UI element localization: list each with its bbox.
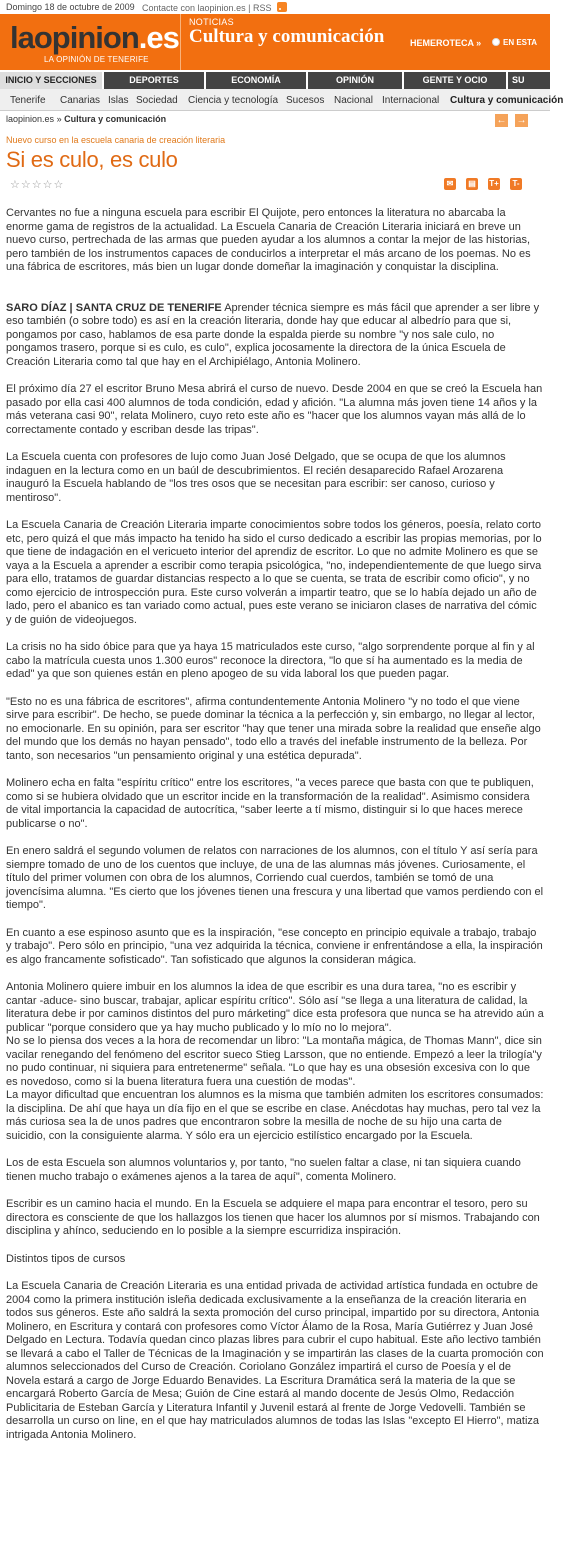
main-navigation <box>0 72 550 89</box>
subnav-sucesos[interactable]: Sucesos <box>286 95 325 106</box>
article-subheading: Distintos tipos de cursos <box>6 1252 126 1265</box>
article-kicker: Nuevo curso en la escuela canaria de creación literaria <box>6 135 226 145</box>
article-byline: SARO DÍAZ | SANTA CRUZ DE TENERIFE <box>6 301 222 314</box>
site-header <box>0 14 550 70</box>
email-icon[interactable]: ✉ <box>444 178 456 190</box>
article-paragraph: La Escuela cuenta con profesores de lujo como Juan José Delgado, que se ocupa de que los alumnos indaguen en la lectura como en un baúl de descubrimientos. El recién desaparecido Rafael Arozarena inauguró la Escuela hablando de "los tres osos que se necesitan para escribir: ser canoso, curioso y mentiroso". <box>6 451 506 504</box>
site-logo[interactable] <box>10 20 179 64</box>
section-title: Cultura y comunicación <box>189 26 385 47</box>
subnav-canarias[interactable]: Canarias <box>60 95 101 106</box>
next-arrow-icon[interactable]: → <box>516 115 527 126</box>
article-lead: Cervantes no fue a ninguna escuela para escribir El Quijote, pero entonces la literatura no abarcaba la enorme gama de registros de la actualidad. La Escuela Canaria de Creación Literaria iniciará en breve un nuevo curso, pertrechada de las armas que pueden ayudar a los alumnos a contar la mejor de las historias, pero también de los instrumentos capaces de conducirlos a interpretar el más arcano de los poemas. No es una fábrica de escritores, más bien un lugar donde domeñar la imaginación y conquistar la disciplina. <box>6 207 531 273</box>
article-paragraph <box>6 302 544 370</box>
nav-inicio[interactable]: INICIO Y SECCIONES <box>0 72 104 89</box>
article-paragraph: Los de esta Escuela son alumnos voluntarios y, por tanto, "no suelen faltar a clase, ni tan siquiera cuando tienen mucho trabajo o exámenes ajenos a la tarea de aquí", comenta Molinero. <box>6 1157 521 1183</box>
article-first-paragraph: Aprender técnica siempre es más fácil que aprender a ser libre y eso también (o sobre todo) es así en la creación literaria, donde hay que educar al albedrío para que si, pongamos por caso, hablamos de esa parte donde la espalda pierde su nombre "y nos sale culo, no pongamos trasero, porque si es culo, es culo", explica jocosamente la directora de la única Escuela de Creación Literaria como tal que hay en el Archipiélago, Antonia Molinero. <box>6 301 540 368</box>
nav-economia[interactable]: ECONOMÍA <box>206 72 308 89</box>
rating-stars[interactable]: ☆☆☆☆☆ <box>10 179 65 191</box>
article-paragraph: Antonia Molinero quiere imbuir en los alumnos la idea de que escribir es una dura tarea, "no es escribir y cantar -aduce- sino buscar, trabajar, aplicar espíritu crítico". Sólo así "se llega a una literatura de calidad, la literatura debe ir por caminos distintos del puro márketing" dice esta profesora que nunca se ha atrevido aún a publicar "porque considero que ya hay mucho publicado y lo mío no lo mejora". <box>6 981 544 1034</box>
article-paragraph: La Escuela Canaria de Creación Literaria imparte conocimientos sobre todos los géneros, poesía, relato corto etc, pero quizá el que más impacto ha tenido ha sido el curso dedicado a escribir las propias memorias, por lo que tiene de indagación en el vericueto interior del aprendiz de escritor. Lo que no admite Molinero es que se vaya a la Escuela a aprender a escribir como terapia psicológica, "no, independientemente de que luego sirva para ello, tratamos de guardar distancias respecto a lo que se cuenta, se trata de escribir como oficio", y no como ejercicio de introspección pura. Este curso volverán a impartir teatro, que se lo había dejado un año de lado, pero el abanico es tan variado como actual, pues este verano se iniciaron clases de narrativa del cómic y de guión de videojuegos. <box>6 519 542 626</box>
logo-name: laopinion <box>10 20 139 55</box>
contact-link[interactable]: Contacte con laopinion.es <box>142 3 246 13</box>
nav-gente-ocio[interactable]: GENTE Y OCIO <box>404 72 508 89</box>
subnav-tenerife[interactable]: Tenerife <box>10 95 46 106</box>
print-icon[interactable]: ▤ <box>466 178 478 190</box>
breadcrumb-home[interactable]: laopinion.es <box>6 114 55 124</box>
nav-deportes[interactable]: DEPORTES <box>104 72 206 89</box>
article-paragraph: Escribir es un camino hacia el mundo. En la Escuela se adquiere el mapa para encontrar el tesoro, pero su directora es consciente de que los hallazgos los tienen que hacer los alumnos por sí mismos. Trabajando con disciplina y ahínco, seduciendo en lo posible a la siempre escurridiza inspiración. <box>6 1198 540 1237</box>
font-decrease-icon[interactable]: T- <box>510 178 522 190</box>
subnav-nacional[interactable]: Nacional <box>334 95 373 106</box>
subnav-ciencia[interactable]: Ciencia y tecnología <box>188 95 279 106</box>
breadcrumb-separator: » <box>56 114 62 124</box>
article-paragraph: La Escuela Canaria de Creación Literaria es una entidad privada de actividad artística fundada en octubre de 2004 como la primera institución isleña dedicada exclusivamente a la enseñanza de la creación literaria en todos sus géneros. Este año saldrá la sexta promoción del curso principal, impartido por su directora, Antonia Molinero, en Escritura y contará con profesores como Víctor Álamo de la Rosa, María Gutiérrez y Juan José Delgado en Lectura. Todavía quedan cinco plazas libres para cubrir el cupo habitual. Este año lectivo también se llevará a cabo el Taller de Técnicas de la Imaginación y se impartirán las clases de la cuarta promoción con alumnos seleccionados del Curso de Creación. Coriolano González impartirá el curso de Poesía y el de Novela estará a cargo de Jorge Eduardo Benavides. La Escritura Dramática será la materia de la que se encargará Roberto García de Mesa; Guión de Cine estará al mando docente de Jesús Olmo, Redacción Publicitaria de Esteban García y Literatura Infantil y Juvenil estará al frente de Jorge Vedovelli. También se desarrolla un curso on line, en el que hay matriculados alumnos de todas las Islas "excepto El Hierro", matiza intrigada Antonia Molinero. <box>6 1280 544 1441</box>
rss-link[interactable]: RSS <box>252 3 272 13</box>
article-paragraph: En cuanto a ese espinoso asunto que es la inspiración, "ese concepto en principio equivale a trabajo, trabajo y trabajo". Pero sólo en principio, "una vez adquirida la técnica, conviene ir enfrentándose a ella, la inspiración es algo francamente sofisticado". Tan sofisticado que algunos la consideran mágica. <box>6 926 543 966</box>
article-paragraph: El próximo día 27 el escritor Bruno Mesa abrirá el curso de nuevo. Desde 2004 en que se creó la Escuela han pasado por ella casi 400 alumnos de toda condición, edad y afición. "La alumna más joven tiene 14 años y la más veterana casi 90", relata Molinero, cuyo reto este año es "hacer que los alumnos vayan más allá de lo correctamente contado y escriban desde las tripas". <box>6 383 543 436</box>
sub-navigation <box>0 89 563 111</box>
subnav-sociedad[interactable]: Sociedad <box>136 95 178 106</box>
article-paragraph: La crisis no ha sido óbice para que ya haya 15 matriculados este curso, "algo sorprendente porque al fin y al cabo la matrícula cuesta unos 1.300 euros" reconoce la directora, "lo que sí ha aumentado es la media de edad" ya que son quienes están en pleno apogeo de su vida laboral los que pueden pagar. <box>6 641 535 680</box>
subnav-cultura[interactable]: Cultura y comunicación <box>450 95 563 106</box>
logo-domain: .es <box>138 20 179 55</box>
article-paragraph: "Esto no es una fábrica de escritores", afirma contundentemente Antonia Molinero "y no todo el que viene sirve para escribir". De hecho, se puede dominar la técnica a la perfección y, sin embargo, no llegar al lector, no emocionarle. En su opinión, para ser escritor "hay que tener una mirada sobre la realidad que enseñe algo del mundo que los demás no hayan pensado", todo ello a través del inefable instrumento de la belleza. Por tanto, son necesarios "un pensamiento original y una estética depurada". <box>6 695 541 762</box>
breadcrumb-section[interactable]: Cultura y comunicación <box>64 114 167 124</box>
breadcrumb <box>6 114 166 124</box>
article-headline: Si es culo, es culo <box>6 147 178 172</box>
logo-tagline: LA OPINIÓN DE TENERIFE <box>44 55 149 64</box>
nav-suscripciones[interactable]: SU <box>512 75 525 85</box>
top-bar <box>0 0 550 14</box>
rss-icon[interactable] <box>277 2 287 12</box>
article-paragraph: En enero saldrá el segundo volumen de relatos con narraciones de los alumnos, con el título Y así sería para siempre tomado de uno de los cuentos que incluye, de una de las alumnas más jóvenes. Curiosamente, el título del primer volumen con obra de los alumnos, Corriendo cual cuerdos, también se tomó de una jovencísima alumna. "Es cierto que los jóvenes tienen una frescura y una libertad que vamos perdiendo con el tiempo". <box>6 845 544 911</box>
current-date: Domingo 18 de octubre de 2009 <box>6 2 135 12</box>
search-scope-option[interactable] <box>492 38 537 47</box>
radio-icon[interactable] <box>492 38 500 46</box>
search-scope-label: EN ESTA <box>503 38 538 47</box>
article-paragraph: La mayor dificultad que encuentran los alumnos es la misma que también admiten los escritores consumados: la disciplina. De ahí que haya un día fijo en el que se escribe en clase. Anécdotas hay muchas, pero tal vez la más curiosa sea la de unos padres que encontraron sobre la mesilla de noche de su hijo una carta de suicidio, con la consiguiente alarma. Y sólo era un ejercicio estilístico encargado por la Escuela. <box>6 1089 544 1142</box>
article-paragraph: No se lo piensa dos veces a la hora de recomendar un libro: "La montaña mágica, de Thomas Mann", dice sin vacilar renegando del fenómeno del escritor sueco Stieg Larsson, que no entiende. Empezó a leer la trilogía"y no pudo continuar, ni siquiera para entretenerme" señala. "Lo que hay es una obsesión excesiva con lo que es novedoso, como si la buena literatura fuera una cuestión de modas". <box>6 1035 542 1088</box>
section-kicker: NOTICIAS <box>189 17 234 27</box>
top-links <box>142 2 287 13</box>
hemeroteca-link[interactable]: HEMEROTECA » <box>410 38 482 48</box>
prev-arrow-icon[interactable]: ← <box>496 115 507 126</box>
subnav-internacional[interactable]: Internacional <box>382 95 440 106</box>
nav-opinion[interactable]: OPINIÓN <box>308 72 404 89</box>
subnav-islas[interactable]: Islas <box>108 95 129 106</box>
section-box <box>180 14 400 70</box>
top-links-separator: | <box>248 3 251 13</box>
font-increase-icon[interactable]: T+ <box>489 179 499 188</box>
article-paragraph: Molinero echa en falta "espíritu crítico" entre los escritores, "a veces parece que basta con que te publiquen, como si se hubiera olvidado que un escritor incide en la transformación de la realidad". Asimismo considera de vital importancia la capacidad de autocrítica, "saber leerte a tí mismo, distinguir si lo que haces merece publicarse o no". <box>6 777 534 830</box>
article-body <box>6 207 544 1442</box>
